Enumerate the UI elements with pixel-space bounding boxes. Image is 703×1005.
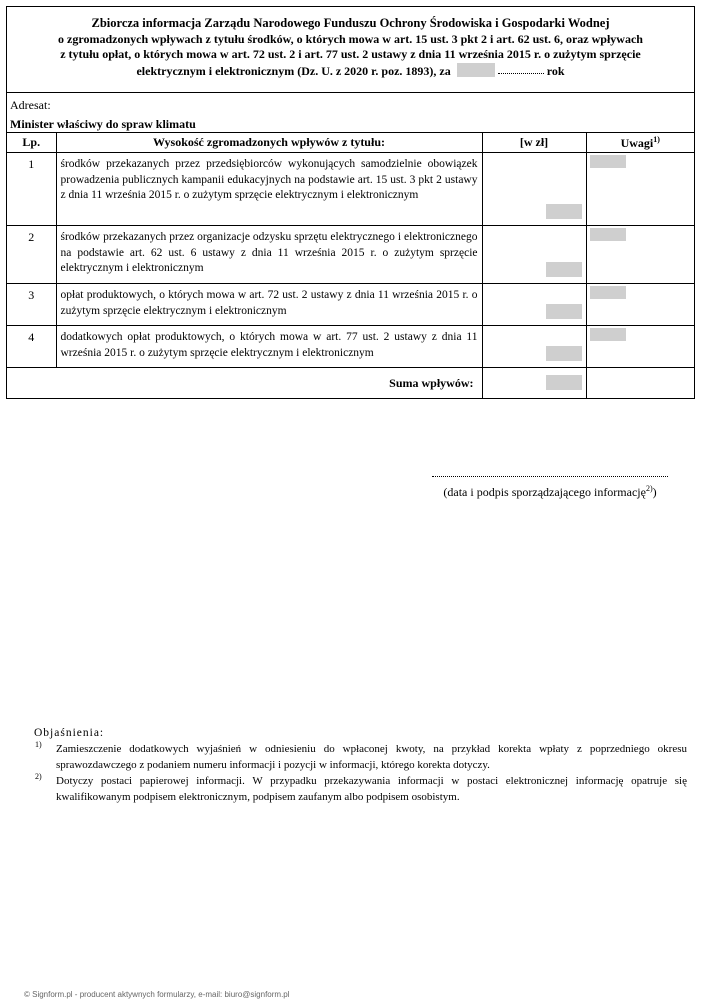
sum-amount-cell (482, 368, 586, 399)
title-line-3: z tytułu opłat, o których mowa w art. 72 ust. 2 i art. 77 ust. 2 ustawy z dnia 11 września 2015 r. o zużytym sprzęcie (60, 47, 641, 61)
row-lp: 3 (7, 284, 56, 326)
title-line-4-prefix: elektrycznym i elektronicznym (Dz. U. z 2020 r. poz. 1893), za (136, 63, 451, 78)
table-row (7, 226, 694, 284)
row-notes-cell (586, 153, 694, 226)
year-input[interactable] (457, 63, 495, 77)
explanation-item (34, 773, 687, 805)
signature-line[interactable] (432, 476, 668, 477)
header-amount: [w zł] (482, 133, 586, 153)
explanation-number: 2) (35, 772, 42, 781)
header-notes: Uwagi$^{1)}$ (586, 133, 694, 153)
header-description: Wysokość zgromadzonych wpływów z tytułu: (56, 133, 482, 153)
row-amount-cell (482, 284, 586, 326)
table-row (7, 326, 694, 368)
table-row (7, 284, 694, 326)
row-amount-cell (482, 153, 586, 226)
year-dotted-line (498, 73, 544, 74)
row-lp: 4 (7, 326, 56, 368)
row-lp: 2 (7, 226, 56, 284)
row-notes-cell (586, 326, 694, 368)
income-table (7, 133, 694, 398)
notes-input[interactable] (590, 228, 626, 241)
row-amount-cell (482, 226, 586, 284)
signature-block: (data i podpis sporządzającego informację$^{2)}$) (430, 476, 670, 500)
explanation-text: Dotyczy postaci papierowej informacji. W przypadku przekazywania informacji w postaci elektronicznej informację opatruje się kwalifikowanym podpisem elektronicznym, podpisem zaufanym albo podpisem osobistym. (56, 775, 687, 803)
header-lp: Lp. (7, 133, 56, 153)
table-row (7, 153, 694, 226)
title-line-4-suffix: rok (546, 63, 565, 78)
row-amount-cell (482, 326, 586, 368)
addressee-label: Adresat: (10, 98, 51, 112)
explanation-item (34, 741, 687, 773)
table-header-row (7, 133, 694, 153)
row-lp: 1 (7, 153, 56, 226)
row-notes-cell (586, 284, 694, 326)
explanations (34, 725, 687, 805)
explanation-text: Zamieszczenie dodatkowych wyjaśnień w odniesieniu do wpłaconej kwoty, na przykład korekta wpłaty z poprzedniego okresu sprawozdawczego z podaniem numeru informacji i pozycji w informacji, którego korekta dotyczy. (56, 743, 687, 771)
footer-credit: © Signform.pl - producent aktywnych formularzy, e-mail: biuro@signform.pl (24, 990, 290, 999)
signature-label: (data i podpis sporządzającego informację (443, 485, 646, 499)
sum-label: Suma wpływów: (7, 368, 482, 399)
explanations-heading: Objaśnienia: (34, 727, 105, 739)
addressee-value: Minister właściwy do spraw klimatu (10, 117, 196, 131)
addressee-section (7, 93, 694, 133)
title-line-1: Zbiorcza informacja Zarządu Narodowego Funduszu Ochrony Środowiska i Gospodarki Wodnej (91, 16, 610, 30)
title-line-2: o zgromadzonych wpływach z tytułu środków, o których mowa w art. 15 ust. 3 pkt 2 i art. 62 ust. 6, oraz wpływach (58, 31, 643, 46)
form-title (7, 7, 694, 93)
signature-sup: 2) (645, 484, 653, 493)
amount-input[interactable] (546, 262, 582, 277)
row-description: środków przekazanych przez organizacje odzysku sprzętu elektrycznego i elektronicznego na podstawie art. 62 ust. 6 ustawy z dnia 11 września 2015 r. o zużytym sprzęcie elektrycznym i elektronicznym (56, 226, 482, 284)
sum-amount-input[interactable] (546, 375, 582, 390)
notes-input[interactable] (590, 286, 626, 299)
form-frame (6, 6, 695, 399)
row-description: dodatkowych opłat produktowych, o których mowa w art. 77 ust. 2 ustawy z dnia 11 września 2015 r. o zużytym sprzęcie elektrycznym i elektronicznym (56, 326, 482, 368)
row-description: środków przekazanych przez przedsiębiorców wykonujących samodzielnie obowiązek prowadzenia publicznych kampanii edukacyjnych na podstawie art. 15 ust. 3 pkt 2 ustawy z dnia 11 września 2015 r. o zużytym sprzęcie elektrycznym i elektronicznym (56, 153, 482, 226)
explanation-number: 1) (35, 740, 42, 749)
amount-input[interactable] (546, 204, 582, 219)
row-description: opłat produktowych, o których mowa w art. 72 ust. 2 ustawy z dnia 11 września 2015 r. o zużytym sprzęcie elektrycznym i elektronicznym (56, 284, 482, 326)
notes-input[interactable] (590, 328, 626, 341)
title-line-4 (7, 63, 694, 80)
amount-input[interactable] (546, 346, 582, 361)
amount-input[interactable] (546, 304, 582, 319)
sum-row (7, 368, 694, 399)
sum-notes-cell (586, 368, 694, 399)
row-notes-cell (586, 226, 694, 284)
notes-input[interactable] (590, 155, 626, 168)
